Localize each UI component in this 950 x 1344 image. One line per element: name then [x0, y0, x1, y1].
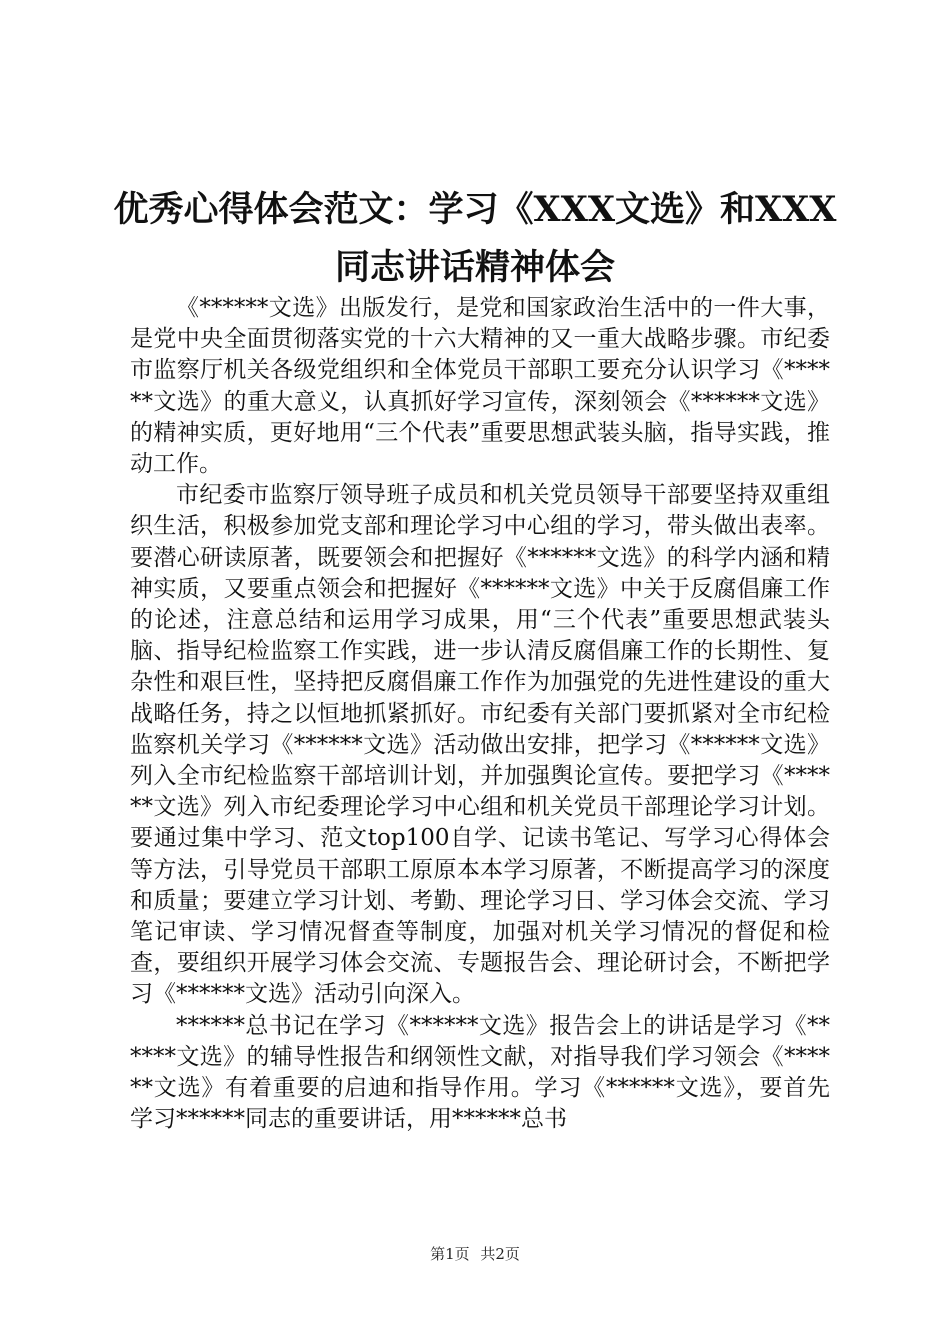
document-title-line-2: 同志讲话精神体会: [334, 247, 615, 288]
body-paragraph-2: 市纪委市监察厅领导班子成员和机关党员领导干部要坚持双重组织生活，积极参加党支部和理论学习中心组的学习，带头做出表率。要潜心研读原著，既要领会和把握好《******文选》的科学内涵和精神实质，又要重点领会和把握好《******文选》中关于反腐倡廉工作的论述，注意总结和运用学习成果，用“三个代表”重要思想武装头脑、指导纪检监察工作实践，进一步认清反腐倡廉工作的长期性、复杂性和艰巨性，坚持把反腐倡廉工作作为加强党的先进性建设的重大战略任务，持之以恒地抓紧抓好。市纪委有关部门要抓紧对全市纪检监察机关学习《******文选》活动做出安排，把学习《******文选》列入全市纪检监察干部培训计划，并加强舆论宣传。要把学习《******文选》列入市纪委理论学习中心组和机关党员干部理论学习计划。要通过集中学习、范文top100自学、记读书笔记、写学习心得体会等方法，引导党员干部职工原原本本学习原著，不断提高学习的深度和质量；要建立学习计划、考勤、理论学习日、学习体会交流、学习笔记审读、学习情况督查等制度，加强对机关学习情况的督促和检查，要组织开展学习体会交流、专题报告会、理论研讨会，不断把学习《******文选》活动引向深入。: [130, 482, 830, 1008]
document-title-line-1: 优秀心得体会范文：学习《XXX文选》和XXX: [113, 189, 837, 230]
document-body: [130, 293, 830, 1135]
page-number: 第1页: [430, 1245, 470, 1263]
body-paragraph-3: ******总书记在学习《******文选》报告会上的讲话是学习《******文选》的辅导性报告和纲领性文献，对指导我们学习领会《******文选》有着重要的启迪和指导作用。学习《******文选》，要首先学习******同志的重要讲话，用******总书: [130, 1012, 830, 1133]
body-paragraph-1: 《******文选》出版发行，是党和国家政治生活中的一件大事，是党中央全面贯彻落实党的十六大精神的又一重大战略步骤。市纪委市监察厅机关各级党组织和全体党员干部职工要充分认识学习《******文选》的重大意义，认真抓好学习宣传，深刻领会《******文选》的精神实质，更好地用“三个代表”重要思想武装头脑，指导实践，推动工作。: [130, 295, 830, 478]
page-total: 共2页: [480, 1245, 520, 1263]
page-footer: [0, 1245, 950, 1263]
